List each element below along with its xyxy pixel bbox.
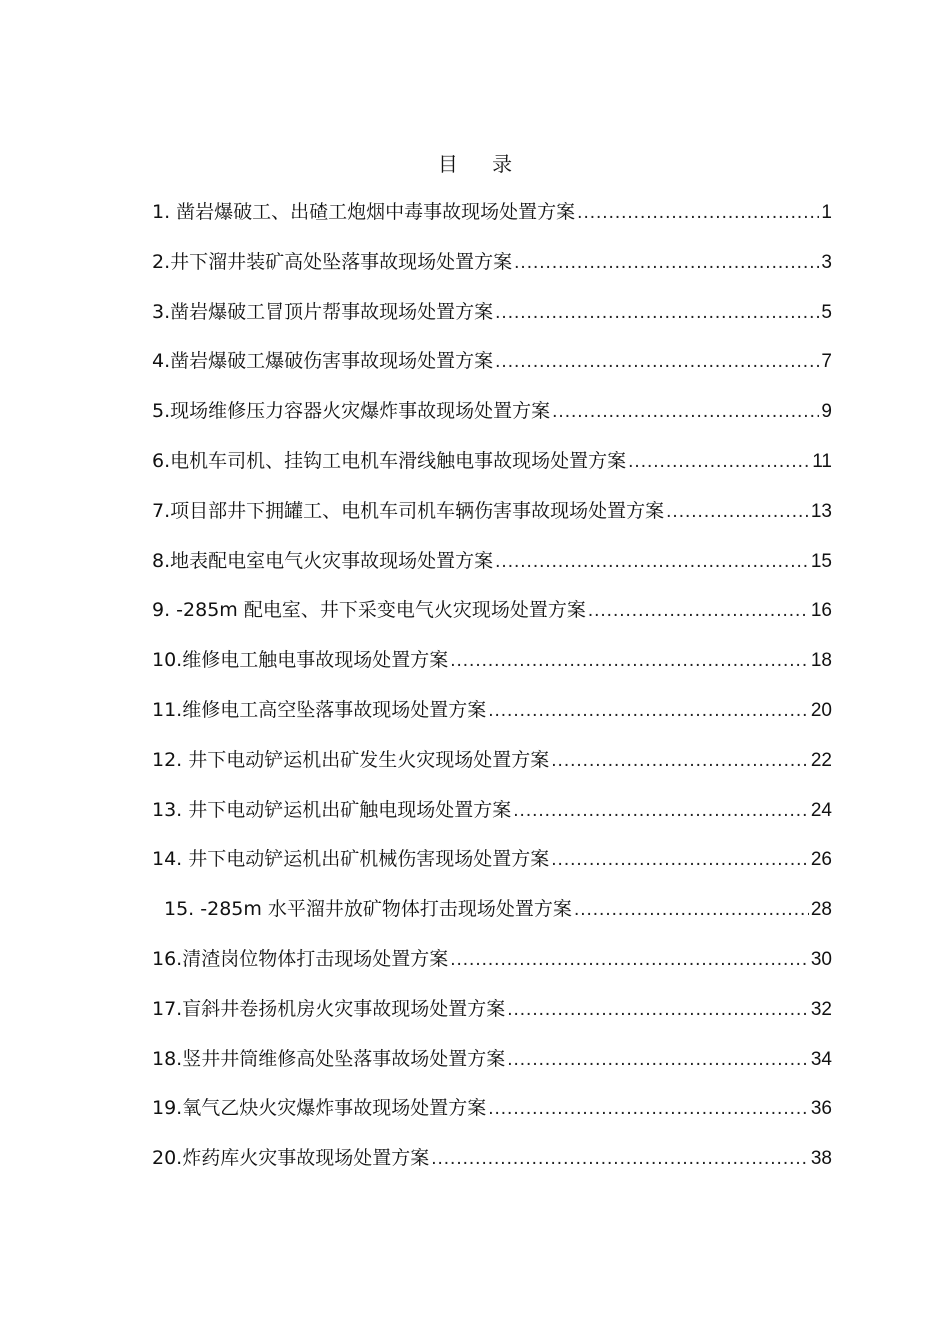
toc-page-number: 7	[821, 351, 832, 373]
toc-page-number: 24	[810, 799, 832, 821]
toc-entry[interactable]	[152, 796, 832, 846]
toc-leader-dots	[552, 398, 819, 426]
toc-leader-dots	[495, 348, 819, 376]
toc-leader-dots	[577, 199, 819, 227]
toc-entry-title: 13. 井下电动铲运机出矿触电现场处置方案	[152, 798, 512, 821]
toc-page-number: 26	[810, 849, 832, 871]
toc-entry[interactable]	[152, 696, 832, 746]
toc-leader-dots	[628, 448, 810, 476]
toc-entry-title: 18.竖井井筒维修高处坠落事故场处置方案	[152, 1047, 506, 1070]
toc-page-number: 36	[810, 1098, 832, 1120]
toc-entry-title: 5.现场维修压力容器火灾爆炸事故现场处置方案	[152, 400, 551, 423]
toc-entry-title: 12. 井下电动铲运机出矿发生火灾现场处置方案	[152, 748, 550, 771]
toc-entry[interactable]	[152, 447, 832, 497]
toc-entry-title: 8.地表配电室电气火灾事故现场处置方案	[152, 549, 494, 572]
toc-page-number: 28	[810, 899, 832, 921]
toc-page-number: 38	[810, 1148, 832, 1170]
toc-leader-dots	[495, 299, 819, 327]
toc-leader-dots	[507, 996, 809, 1024]
toc-page-number: 1	[821, 202, 832, 223]
toc-entry[interactable]	[152, 497, 832, 547]
toc-entry-title: 19.氧气乙炔火灾爆炸事故现场处置方案	[152, 1097, 487, 1120]
toc-entry[interactable]	[152, 596, 832, 646]
toc-entry-title: 14. 井下电动铲运机出矿机械伤害现场处置方案	[152, 848, 550, 871]
toc-entry[interactable]	[152, 945, 832, 995]
toc-entry-title: 9. -285m 配电室、井下采变电气火灾现场处置方案	[152, 599, 586, 622]
toc-entry-title: 11.维修电工高空坠落事故现场处置方案	[152, 698, 487, 721]
toc-leader-dots	[513, 797, 809, 825]
toc-page-number: 30	[810, 948, 832, 970]
toc-leader-dots	[488, 1095, 809, 1123]
toc-entry[interactable]	[152, 547, 832, 597]
toc-page-number: 34	[810, 1048, 832, 1070]
toc-entry[interactable]	[152, 298, 832, 348]
toc-entry-title: 4.凿岩爆破工爆破伤害事故现场处置方案	[152, 350, 494, 373]
toc-leader-dots	[507, 1046, 809, 1074]
toc-entry-title: 15. -285m 水平溜井放矿物体打击现场处置方案	[164, 898, 572, 921]
toc-page-number: 16	[810, 600, 832, 622]
toc-entry[interactable]	[152, 347, 832, 397]
toc-entry[interactable]	[152, 397, 832, 447]
toc-page-number: 18	[810, 650, 832, 672]
toc-page-number: 9	[821, 401, 832, 423]
toc-page-number: 15	[810, 550, 832, 572]
toc-entry[interactable]	[152, 995, 832, 1045]
toc-entry-title: 7.项目部井下拥罐工、电机车司机车辆伤害事故现场处置方案	[152, 499, 665, 522]
toc-entry-title: 2.井下溜井装矿高处坠落事故现场处置方案	[152, 250, 513, 273]
toc-leader-dots	[450, 647, 809, 675]
toc-page-number: 11	[812, 450, 832, 472]
toc-leader-dots	[574, 896, 809, 924]
toc-leader-dots	[551, 747, 809, 775]
toc-leader-dots	[488, 697, 809, 725]
toc-page-number: 32	[810, 998, 832, 1020]
toc-leader-dots	[450, 946, 809, 974]
toc-entry[interactable]	[152, 895, 832, 945]
toc-page-number: 20	[810, 699, 832, 721]
toc-page-number: 3	[821, 251, 832, 273]
toc-leader-dots	[431, 1145, 809, 1173]
toc-entry[interactable]	[152, 198, 832, 248]
toc-leader-dots	[588, 597, 809, 625]
toc-leader-dots	[514, 249, 819, 277]
toc-entry-title: 3.凿岩爆破工冒顶片帮事故现场处置方案	[152, 300, 494, 323]
toc-leader-dots	[495, 548, 809, 576]
toc-entry-title: 10.维修电工触电事故现场处置方案	[152, 649, 449, 672]
toc-leader-dots	[666, 498, 809, 526]
toc-entry-title: 20.炸药库火灾事故现场处置方案	[152, 1147, 430, 1170]
toc-entry-title: 16.清渣岗位物体打击现场处置方案	[152, 947, 449, 970]
toc-page-number: 22	[810, 749, 832, 771]
toc-entry[interactable]	[152, 746, 832, 796]
toc-entry[interactable]	[152, 1094, 832, 1144]
toc-leader-dots	[551, 846, 809, 874]
toc-page-number: 13	[810, 500, 832, 522]
toc-entry[interactable]	[152, 845, 832, 895]
toc-list	[152, 198, 832, 1194]
toc-title: 目 录	[437, 152, 527, 176]
toc-entry[interactable]	[152, 248, 832, 298]
toc-entry-title: 17.盲斜井卷扬机房火灾事故现场处置方案	[152, 997, 506, 1020]
toc-entry[interactable]	[152, 1144, 832, 1194]
toc-entry-title: 6.电机车司机、挂钩工电机车滑线触电事故现场处置方案	[152, 449, 627, 472]
toc-entry-title: 1. 凿岩爆破工、出碴工炮烟中毒事故现场处置方案	[152, 201, 576, 223]
toc-page-number: 5	[821, 301, 832, 323]
toc-entry[interactable]	[152, 1045, 832, 1095]
toc-entry[interactable]	[152, 646, 832, 696]
